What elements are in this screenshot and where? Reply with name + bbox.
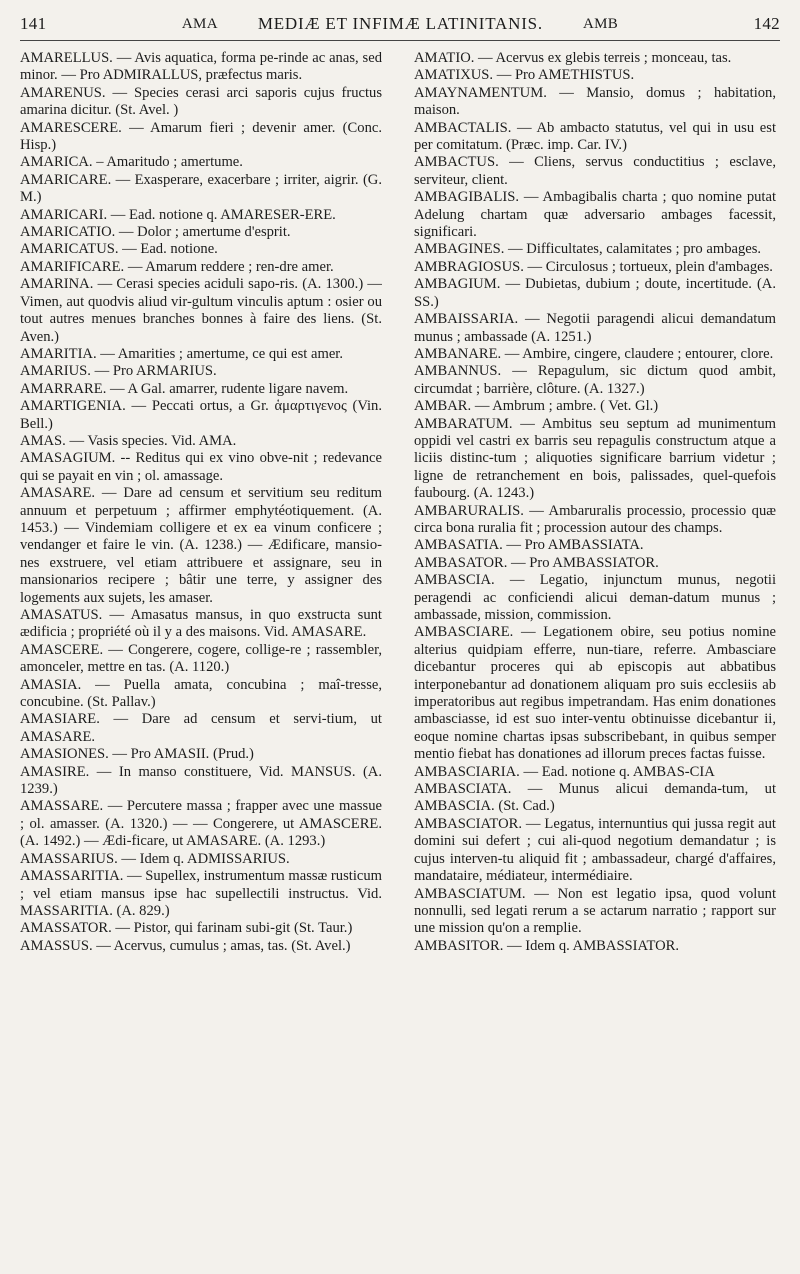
page-number-left: 141 (20, 14, 47, 33)
dictionary-entry: AMAS. — Vasis species. Vid. AMA. (20, 432, 237, 449)
dictionary-entry: AMARITIA. — Amarities ; amertume, ce qui est amer. (20, 345, 344, 362)
dictionary-entry: AMBASCIARE. — Legationem obire, seu potius nomine alterius quidpiam efferre, nun-tiare, referre. Ambasciare dicebantur proceres qui ab episcopis aut abbatibus interponebantur ad donationem aliquam pro suis ecclesiis ab imperatoribus aut regibus impetrandam. Has enim donationes ambasciasse, id est suo inter-ventu obtinuisse dicebantur ii, eoque nomine chartas ipsas subscribebant, in quibus semper mentio fiebat has donationes ad illorum preces factas fuisse. (414, 624, 776, 763)
dictionary-entry: AMBAGIUM. — Dubietas, dubium ; doute, incertitude. (A. SS.) (414, 276, 776, 310)
dictionary-entry: AMBASCIATOR. — Legatus, internuntius qui jussa regit aut domini sui defert ; cui ali-quod negotium demandatur ; is cujus interven-tu aliquid fit ; ambassadeur, chargé d'affaires, mandataire, médiateur, intermédiaire. (414, 815, 776, 885)
dictionary-entry: AMBARURALIS. — Ambaruralis processio, processio quæ circa bona ruralia fit ; procession autour des champs. (414, 502, 776, 536)
dictionary-entry: AMATIO. — Acervus ex glebis terreis ; monceau, tas. (414, 50, 732, 66)
dictionary-entry: AMASSARIUS. — Idem q. ADMISSARIUS. (20, 850, 290, 867)
dictionary-entry: AMBRAGIOSUS. — Circulosus ; tortueux, plein d'ambages. (414, 258, 773, 275)
dictionary-entry: AMASSATOR. — Pistor, qui farinam subi-git (St. Taur.) (20, 920, 353, 937)
dictionary-entry: AMATIXUS. — Pro AMETHISTUS. (414, 67, 635, 84)
dictionary-entry: AMARRARE. — A Gal. amarrer, rudente ligare navem. (20, 380, 349, 397)
running-header (20, 10, 780, 38)
dictionary-entry: AMBANARE. — Ambire, cingere, claudere ; entourer, clore. (414, 345, 774, 362)
guide-word-left: AMA (181, 15, 218, 32)
dictionary-entry: AMARENUS. — Species cerasi arci saporis cujus fructus amarina dicitur. (St. Avel. ) (20, 84, 382, 119)
dictionary-entry: AMARICATUS. — Ead. notione. (20, 241, 218, 258)
dictionary-entry: AMAYNAMENTUM. — Mansio, domus ; habitation, maison. (414, 84, 776, 119)
dictionary-entry: AMARICATIO. — Dolor ; amertume d'esprit. (20, 224, 291, 241)
dictionary-entry: AMARIUS. — Pro ARMARIUS. (20, 363, 217, 380)
dictionary-entry: AMARICARE. — Exasperare, exacerbare ; irriter, aigrir. (G. M.) (20, 171, 382, 206)
dictionary-entry: AMBASCIATUM. — Non est legatio ipsa, quod volunt nonnulli, sed legati rerum a se actarum narratio ; rapport sur une mission qu'on a remplie. (414, 885, 776, 937)
header-center (182, 14, 618, 34)
dictionary-entry: AMASSARITIA. — Supellex, instrumentum massæ rusticum ; vel etiam mansus ipse hac supellectili instructus. Vid. MASSARITIA. (A. 829.) (20, 868, 382, 919)
dictionary-entry: AMASSUS. — Acervus, cumulus ; amas, tas. (St. Avel.) (20, 937, 351, 954)
left-column (20, 50, 382, 1262)
header-rule (20, 40, 780, 41)
dictionary-entry: AMASARE. — Dare ad censum et servitium seu reditum annuum et perpetuum ; affirmer emphytéotiquement. (A. 1453.) — Vindemiam colligere et ex ea vinum conficere ; vendanger et faire le vin. (A. 1238.) — Ædificare, mansio-nes exstruere, vel etiam attribuere et assignare, seu in mansionarios recipere ; bâtir une terre, y assigner des logements aux sujets, les amaser. (20, 485, 382, 606)
dictionary-entry: AMARTIGENIA. — Peccati ortus, a Gr. ἁμαρτιγενος (Vin. Bell.) (20, 398, 382, 432)
dictionary-entry: AMARICA. – Amaritudo ; amertume. (20, 154, 243, 171)
dictionary-entry: AMBASCIA. — Legatio, injunctum munus, negotii peragendi ac conficiendi alicui deman-datum munus ; ambassade, mission, commission. (414, 572, 776, 623)
dictionary-entry: AMARESCERE. — Amarum fieri ; devenir amer. (Conc. Hisp.) (20, 119, 382, 154)
dictionary-entry: AMBACTUS. — Cliens, servus conductitius ; esclave, serviteur, client. (414, 154, 776, 188)
dictionary-entry: AMARIFICARE. — Amarum reddere ; ren-dre amer. (20, 258, 334, 275)
dictionary-entry: AMBASCIATA. — Munus alicui demanda-tum, ut AMBASCIA. (St. Cad.) (414, 781, 776, 815)
dictionary-entry: AMASAGIUM. -- Reditus qui ex vino obve-nit ; redevance qui se payait en vin ; ol. amassage. (20, 450, 382, 484)
guide-word-right: AMB (582, 15, 619, 32)
dictionary-entry: AMASIARE. — Dare ad censum et servi-tium, ut AMASARE. (20, 711, 382, 745)
dictionary-entry: AMASIRE. — In manso constituere, Vid. MANSUS. (A. 1239.) (20, 763, 382, 798)
dictionary-entry: AMASATUS. — Amasatus mansus, in quo exstructa sunt ædificia ; propriété où il y a des maisons. Vid. AMASARE. (20, 607, 382, 641)
dictionary-entry: AMARELLUS. — Avis aquatica, forma pe-rinde ac anas, sed minor. — Pro ADMIRALLUS, præfectus maris. (20, 50, 382, 84)
dictionary-entry: AMBASATOR. — Pro AMBASSIATOR. (414, 554, 659, 571)
dictionary-entry: AMASIONES. — Pro AMASII. (Prud.) (20, 746, 254, 763)
dictionary-entry: AMBASATIA. — Pro AMBASSIATA. (414, 537, 644, 554)
dictionary-entry: AMBASCIARIA. — Ead. notione q. AMBAS-CIA (414, 763, 715, 780)
dictionary-entry: AMARICARI. — Ead. notione q. AMARESER-ERE. (20, 206, 336, 223)
dictionary-entry: AMBANNUS. — Repagulum, sic dictum quod ambit, circumdat ; barrière, clôture. (A. 1327.) (414, 363, 776, 397)
page-number-right: 142 (753, 14, 780, 33)
dictionary-entry: AMBAGINES. — Difficultates, calamitates ; pro ambages. (414, 241, 762, 258)
dictionary-entry: AMBACTALIS. — Ab ambacto statutus, vel qui in usu est per comitatum. (Præc. imp. Car. IV.) (414, 119, 776, 154)
right-column (414, 50, 776, 1262)
dictionary-entry: AMASSARE. — Percutere massa ; frapper avec une massue ; ol. amasser. (A. 1320.) — — Congerere, ut AMASCERE. (A. 1492.) — Ædi-ficare, ut AMASARE. (A. 1293.) (20, 798, 382, 850)
dictionary-entry: AMBAGIBALIS. — Ambagibalis charta ; quo nomine putat Adelung chartam quæ adversario ambages facessit, significari. (414, 189, 776, 241)
dictionary-entry: AMBAR. — Ambrum ; ambre. ( Vet. Gl.) (414, 398, 659, 415)
dictionary-entry: AMARINA. — Cerasi species aciduli sapo-ris. (A. 1300.) — Vimen, aut quodvis aliud vir-gultum vinculis aptum : osier ou tout autres menues branches bonnes à faire des liens. (St. Aven.) (20, 276, 382, 345)
dictionary-entry: AMBAISSARIA. — Negotii paragendi alicui demandatum munus ; ambassade (A. 1251.) (414, 311, 776, 345)
dictionary-entry: AMASCERE. — Congerere, cogere, collige-re ; rassembler, amonceler, mettre en tas. (A. 1120.) (20, 641, 382, 676)
work-title: MEDIÆ ET INFIMÆ LATINITANIS. (257, 14, 543, 33)
dictionary-entry: AMBARATUM. — Ambitus seu septum ad munimentum oppidi vel castri ex barris seu repagulis constructum atque a liciis distinc-tum ; aliquoties significare barrium videtur ; ligne de retranchement en bois, palissades, quel-quefois faubourg. (A. 1243.) (414, 415, 776, 502)
dictionary-entry: AMASIA. — Puella amata, concubina ; maî-tresse, concubine. (St. Pallav.) (20, 676, 382, 711)
dictionary-entry: AMBASITOR. — Idem q. AMBASSIATOR. (414, 937, 680, 954)
